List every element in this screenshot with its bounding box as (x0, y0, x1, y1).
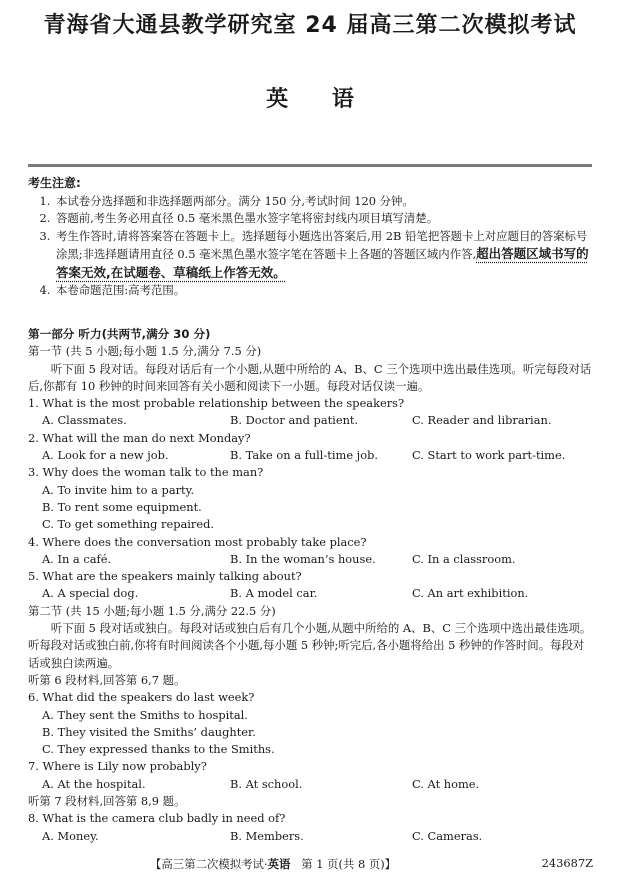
option-row (28, 828, 594, 845)
option-b: B. Members. (230, 828, 304, 843)
part-title: 第一部分 听力(共两节,满分 30 分) (28, 327, 211, 341)
notice-item (54, 228, 594, 283)
option-b: B. A model car. (230, 586, 318, 601)
option-c: C. They expressed thanks to the Smiths. (42, 742, 275, 757)
notice-list (28, 193, 594, 300)
option-b: B. At school. (230, 776, 303, 791)
option-row (28, 447, 594, 464)
option-c: C. At home. (412, 776, 480, 791)
option-c: C. Start to work part-time. (412, 448, 566, 463)
option-b: B. They visited the Smiths’ daughter. (42, 724, 256, 739)
footer-bracket-close: 】 (384, 857, 397, 871)
paper-code: 243687Z (541, 856, 593, 870)
notice-item: 1. 本试卷分选择题和非选择题两部分。满分 150 分,考试时间 120 分钟。 (54, 193, 594, 211)
option-row (28, 551, 594, 568)
question-stem: 6. What did the speakers do last week? (28, 690, 255, 705)
notice-item: 4. 本卷命题范围:高考范围。 (54, 282, 594, 300)
option-b: B. Take on a full-time job. (230, 448, 378, 463)
option-a: A. Look for a new job. (42, 448, 169, 463)
question-stem: 8. What is the camera club badly in need of? (28, 811, 286, 826)
option-row (28, 585, 594, 602)
option-b: B. In the woman’s house. (230, 551, 376, 566)
option-row (28, 776, 594, 793)
exam-title: 青海省大通县教学研究室 24 届高三第二次模拟考试 (43, 13, 577, 38)
option-a: A. Classmates. (42, 413, 127, 428)
material-label: 听第 7 段材料,回答第 8,9 题。 (28, 794, 186, 809)
section-title: 第一节 (共 5 小题;每小题 1.5 分,满分 7.5 分) (28, 344, 262, 359)
notice-item-text: 考生作答时,请将答案答在答题卡上。选择题每小题选出答案后,用 2B 铅笔把答题卡上对应题目的答案标号涂黑;非选择题请用直径 0.5 毫米黑色墨水签字笔在答题卡上各题的答题区域内作答, (56, 228, 588, 261)
notice-block (28, 175, 594, 300)
question-stem: 3. Why does the woman talk to the man? (28, 465, 264, 480)
option-c: C. An art exhibition. (412, 586, 529, 601)
option-a: A. Money. (42, 828, 99, 843)
notice-heading: 考生注意: (28, 176, 81, 190)
option-c: C. To get something repaired. (42, 517, 215, 532)
notice-item: 2. 答题前,考生务必用直径 0.5 毫米黑色墨水签字笔将密封线内项目填写清楚。 (54, 210, 594, 228)
footer-subject: 英语 (267, 857, 291, 871)
option-a: A. To invite him to a party. (42, 482, 195, 497)
option-c: C. In a classroom. (412, 551, 516, 566)
section-title: 第二节 (共 15 小题;每小题 1.5 分,满分 22.5 分) (28, 603, 276, 618)
question-stem: 1. What is the most probable relationship between the speakers? (28, 396, 405, 411)
section-instructions: 听下面 5 段对话。每段对话后有一个小题,从题中所给的 A、B、C 三个选项中选出最佳选项。听完每段对话后,你都有 10 秒钟的时间来回答有关小题和阅读下一小题。每段对话仅读一遍。 (28, 361, 592, 393)
question-stem: 4. Where does the conversation most probably take place? (28, 534, 367, 549)
option-a: A. A special dog. (42, 586, 139, 601)
option-c: C. Cameras. (412, 828, 483, 843)
footer-dot: · (263, 857, 268, 871)
option-b: B. To rent some equipment. (42, 499, 202, 514)
option-c: C. Reader and librarian. (412, 413, 552, 428)
question-stem: 5. What are the speakers mainly talking about? (28, 569, 302, 584)
footer-exam: 高三第二次模拟考试 (161, 857, 264, 871)
material-label: 听第 6 段材料,回答第 6,7 题。 (28, 672, 186, 687)
option-a: A. They sent the Smiths to hospital. (42, 707, 248, 722)
option-a: A. In a café. (42, 551, 112, 566)
divider-line (28, 164, 592, 167)
question-stem: 7. Where is Lily now probably? (28, 759, 207, 774)
option-row (28, 412, 594, 429)
footer-page: 第 1 页(共 8 页) (301, 857, 385, 871)
footer-bracket-open: 【 (150, 857, 162, 871)
section-instructions: 听下面 5 段对话或独白。每段对话或独白后有几个小题,从题中所给的 A、B、C 三个选项中选出最佳选项。听每段对话或独白前,你将有时间阅读各个小题,每小题 5 秒钟;听完后,各小题将给出 5 秒钟的作答时间。每段对话或独白读两遍。 (28, 621, 592, 670)
footer-info (150, 856, 396, 872)
option-b: B. Doctor and patient. (230, 413, 359, 428)
notice-emphasis: 超出答题区域书写的答案无效,在试题卷、草稿纸上作答无效。 (56, 246, 589, 280)
option-a: A. At the hospital. (42, 776, 146, 791)
listening-part (28, 326, 594, 845)
question-stem: 2. What will the man do next Monday? (28, 430, 251, 445)
subject-title: 英 语 (266, 87, 354, 112)
